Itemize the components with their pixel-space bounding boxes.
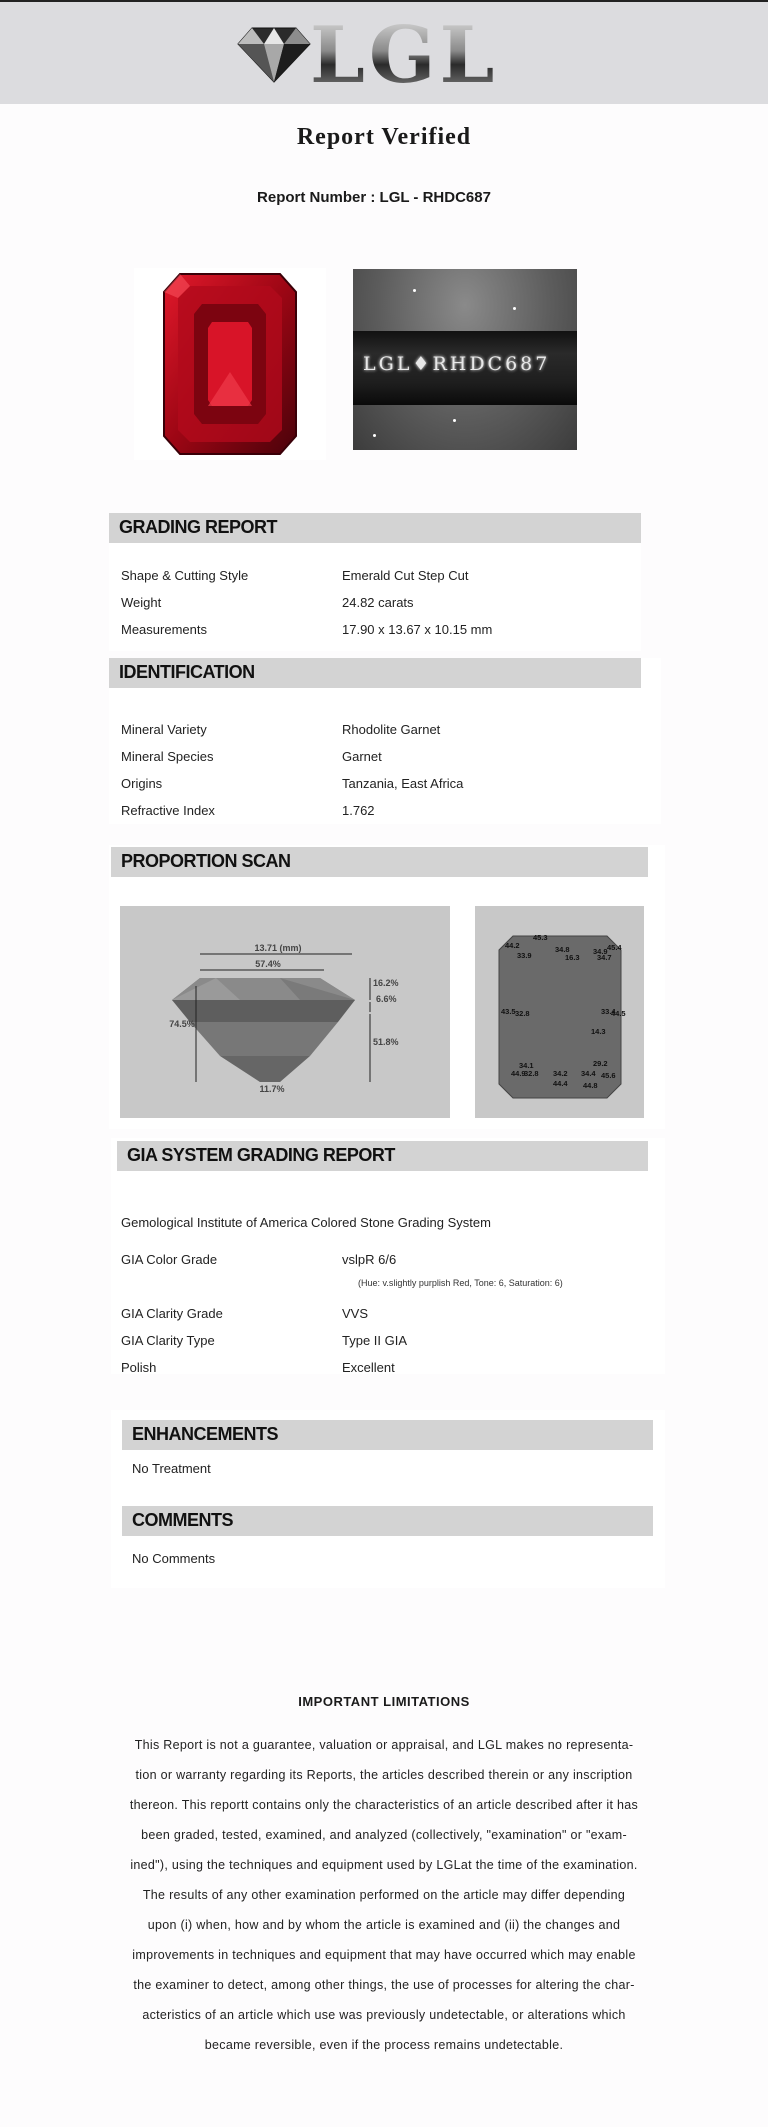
- section-title: PROPORTION SCAN: [121, 851, 291, 871]
- logo-wordmark: LGL: [310, 10, 499, 101]
- section-title: COMMENTS: [132, 1510, 233, 1530]
- field-label: GIA Clarity Type: [121, 1333, 215, 1348]
- proportion-profile-diagram: [120, 906, 450, 1118]
- proportion-top-view-diagram: [475, 906, 644, 1118]
- limitations-line: the examiner to detect, among other things, the use of processes for altering the char-: [133, 1978, 635, 1992]
- field-value: Tanzania, East Africa: [342, 776, 464, 791]
- top-view-measure-label: 43.5: [501, 1007, 516, 1016]
- table-label: 57.4%: [255, 959, 281, 969]
- field-value: Garnet: [342, 749, 382, 764]
- top-view-measure-label: 33.4: [601, 1007, 616, 1016]
- limitations-line: became reversible, even if the process remains undetectable.: [204, 2038, 564, 2052]
- limitations-line: improvements in techniques and equipment that may have occurred which may enable: [132, 1948, 636, 1962]
- top-view-measure-label: 45.4: [607, 943, 622, 952]
- top-view-measure-label: 34.1: [519, 1061, 534, 1070]
- limitations-line: tion or warranty regarding its Reports, the articles described therein or any inscription: [135, 1768, 633, 1782]
- field-value: 17.90 x 13.67 x 10.15 mm: [342, 622, 493, 637]
- field-value: Emerald Cut Step Cut: [342, 568, 469, 583]
- inscription-text: LGL♦RHDC687: [363, 353, 551, 375]
- field-value: vslpR 6/6: [342, 1252, 397, 1267]
- section-title: IDENTIFICATION: [119, 662, 255, 682]
- field-value: VVS: [342, 1306, 369, 1321]
- width-label: 13.71 (mm): [254, 943, 302, 953]
- limitations-line: upon (i) when, how and by whom the article is examined and (ii) the changes and: [147, 1918, 621, 1932]
- field-value: Rhodolite Garnet: [342, 722, 441, 737]
- report-number: Report Number : LGL - RHDC687: [257, 189, 491, 206]
- top-view-measure-label: 45.3: [533, 933, 548, 942]
- top-view-measure-label: 44.4: [553, 1079, 568, 1088]
- limitations-line: The results of any other examination performed on the article may differ depending: [142, 1888, 626, 1902]
- field-value: Excellent: [342, 1360, 395, 1375]
- field-label: Mineral Variety: [121, 722, 207, 737]
- comments-text: No Comments: [132, 1551, 216, 1566]
- header-banner: [0, 0, 768, 104]
- gia-header: [117, 1141, 648, 1171]
- sparkle-icon: [413, 289, 416, 292]
- top-view-measure-label: 29.2: [593, 1059, 608, 1068]
- limitations-line: ined"), using the techniques and equipment used by LGLat the time of the examination.: [130, 1858, 638, 1872]
- field-label: Mineral Species: [121, 749, 214, 764]
- top-view-measure-label: 44.8: [583, 1081, 598, 1090]
- grading-report-header: [109, 513, 641, 543]
- crown-label: 16.2%: [373, 978, 399, 988]
- section-title: GRADING REPORT: [119, 517, 278, 537]
- field-value: Type II GIA: [342, 1333, 408, 1348]
- color-note: (Hue: v.slightly purplish Red, Tone: 6, Saturation: 6): [358, 1278, 563, 1288]
- laser-inscription-image: [353, 269, 577, 450]
- sparkle-icon: [513, 307, 516, 310]
- diamond-logo-icon: [234, 22, 314, 86]
- field-value: 1.762: [342, 803, 375, 818]
- pavilion-label: 51.8%: [373, 1037, 399, 1047]
- gemstone-image: [134, 268, 326, 460]
- top-view-measure-label: 32.8: [524, 1069, 539, 1078]
- gia-subtitle: Gemological Institute of America Colored Stone Grading System: [121, 1215, 491, 1230]
- field-value: 24.82 carats: [342, 595, 414, 610]
- field-label: Origins: [121, 776, 163, 791]
- sparkle-icon: [373, 434, 376, 437]
- top-view-measure-label: 32.8: [515, 1009, 530, 1018]
- comments-header: [122, 1506, 653, 1536]
- identification-header: [109, 658, 641, 688]
- page-title: Report Verified: [296, 124, 472, 150]
- section-title: ENHANCEMENTS: [132, 1424, 279, 1444]
- top-view-measure-label: 34.2: [553, 1069, 568, 1078]
- field-label: Measurements: [121, 622, 207, 637]
- lgl-logo: [234, 10, 499, 101]
- field-label: Shape & Cutting Style: [121, 568, 249, 583]
- top-view-measure-label: 44.9: [511, 1069, 526, 1078]
- girdle-label: 6.6%: [376, 994, 397, 1004]
- section-title: GIA SYSTEM GRADING REPORT: [127, 1145, 395, 1165]
- field-label: GIA Clarity Grade: [121, 1306, 223, 1321]
- top-view-measure-label: 16.3: [565, 953, 580, 962]
- depth-label: 74.5%: [169, 1019, 195, 1029]
- top-view-measure-label: 44.2: [505, 941, 520, 950]
- field-label: Polish: [121, 1360, 157, 1375]
- enhancements-header: [122, 1420, 653, 1450]
- sparkle-icon: [453, 419, 456, 422]
- enhancements-text: No Treatment: [132, 1461, 211, 1476]
- top-view-measure-label: 34.8: [555, 945, 570, 954]
- field-label: Weight: [121, 595, 162, 610]
- limitations-line: acteristics of an article which use was previously undetectable, or alterations which: [142, 2008, 626, 2022]
- limitations-title: IMPORTANT LIMITATIONS: [298, 1694, 470, 1709]
- top-view-measure-label: 14.3: [591, 1027, 606, 1036]
- top-view-measure-label: 45.6: [601, 1071, 616, 1080]
- limitations-line: been graded, tested, examined, and analyzed (collectively, "examination" or "exam-: [141, 1828, 627, 1842]
- proportion-scan-header: [111, 847, 648, 877]
- culet-label: 11.7%: [259, 1084, 285, 1094]
- limitations-line: thereon. This reportt contains only the characteristics of an article described after it has: [129, 1798, 639, 1812]
- field-label: Refractive Index: [121, 803, 215, 818]
- top-view-measure-label: 34.7: [597, 953, 612, 962]
- top-view-measure-label: 44.5: [611, 1009, 626, 1018]
- top-view-measure-label: 33.9: [517, 951, 532, 960]
- top-view-measure-label: 34.9: [593, 947, 608, 956]
- top-view-measure-label: 34.4: [581, 1069, 596, 1078]
- field-label: GIA Color Grade: [121, 1252, 218, 1267]
- limitations-line: This Report is not a guarantee, valuation or appraisal, and LGL makes no representa-: [134, 1738, 634, 1752]
